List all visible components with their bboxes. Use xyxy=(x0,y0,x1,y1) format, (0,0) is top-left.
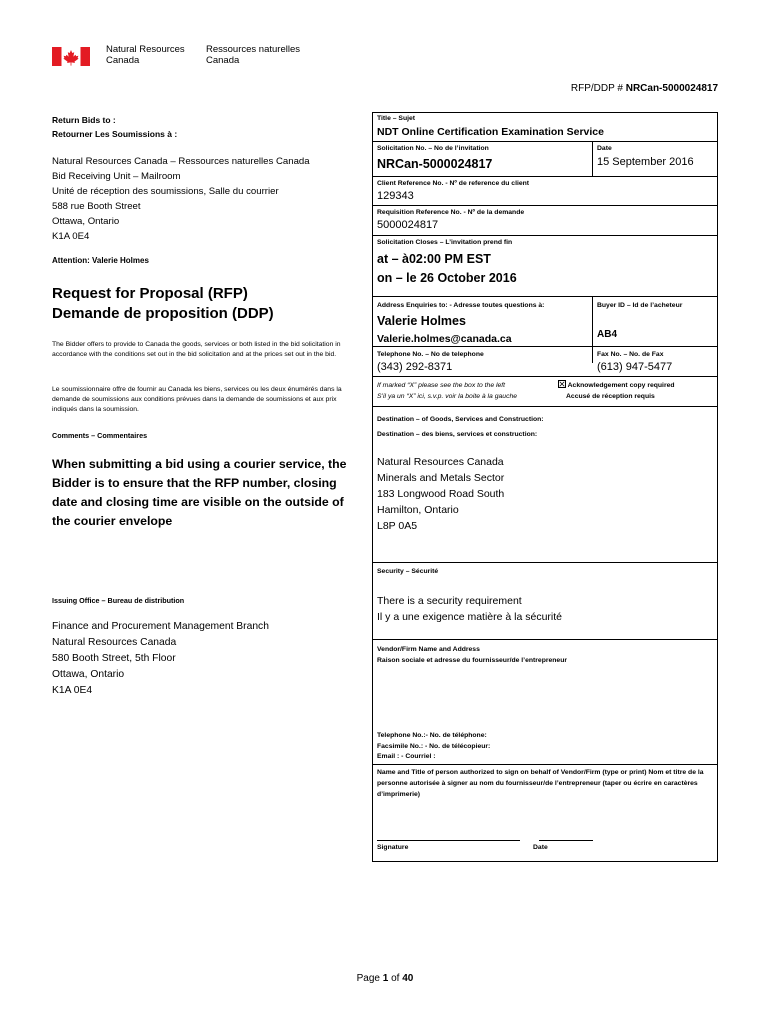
authorized-person-label: Name and Title of person authorized to sign on behalf of Vendor/Firm (type or print) Nom et titre de la personne autorisée à signer au nom du fournisseur/de l’entrepreneur (taper ou écrire en caractères d’imprimerie) xyxy=(377,769,704,798)
enquiries-name: Valerie Holmes xyxy=(377,314,466,328)
issuing-office-label: Issuing Office – Bureau de distribution xyxy=(52,596,185,605)
title-label: Title – Sujet xyxy=(377,115,416,122)
page-number: Page 1 of 40 xyxy=(356,973,414,984)
fax-value: (613) 947-5477 xyxy=(597,361,673,373)
enquiries-email[interactable]: Valerie.holmes@canada.ca xyxy=(377,333,512,345)
dept-name-fr: Ressources naturelles Canada xyxy=(206,44,300,66)
goc-signature xyxy=(52,44,322,68)
bidder-offer-en: The Bidder offers to provide to Canada the goods, services or both listed in the bid solicitation in accordance with the conditions set out in the bid solicitation and at the prices set out in the bid. xyxy=(52,341,341,358)
enquiries-label: Address Enquiries to: - Adresse toutes questions à: xyxy=(377,302,545,309)
return-bids-label: Return Bids to : Retourner Les Soumissions à : xyxy=(52,115,178,139)
return-address: Natural Resources Canada – Ressources naturelles Canada Bid Receiving Unit – Mailroom Unité de réception des soumissions, Salle du courrier 588 rue Booth Street Ottawa, Ontario K1A 0E4 xyxy=(52,156,310,242)
requisition-value: 5000024817 xyxy=(377,219,439,231)
closes-value: at – à02:00 PM EST on – le 26 October 2016 xyxy=(377,252,517,285)
phone-label: Telephone No. – No de telephone xyxy=(377,351,484,358)
rfp-reference: RFP/DDP # NRCan-5000024817 xyxy=(570,83,718,94)
ack-copy-required: Acknowledgement copy required Accusé de réception requis xyxy=(558,380,675,402)
x-mark-icon xyxy=(559,381,565,387)
security-label: Security – Sécurité xyxy=(377,568,439,575)
vendor-contact-labels: Telephone No.:- No. de téléphone: Facsimile No.: - No. de télécopieur: Email : - Courriel : xyxy=(377,732,491,760)
date-line[interactable] xyxy=(539,840,593,841)
destination-label: Destination – of Goods, Services and Construction: Destination – des biens, services et construction: xyxy=(377,416,544,438)
solicitation-no-value: NRCan-5000024817 xyxy=(377,157,493,171)
date-label: Date xyxy=(597,145,612,152)
destination-address: Natural Resources Canada Minerals and Metals Sector 183 Longwood Road South Hamilton, Ontario L8P 0A5 xyxy=(377,456,505,532)
dept-name-en: Natural Resources Canada xyxy=(106,44,185,66)
client-ref-label: Client Reference No. - Nº de reference du client xyxy=(377,180,530,187)
vendor-label: Vendor/Firm Name and Address Raison sociale et adresse du fournisseur/de l’entrepreneur xyxy=(377,646,567,664)
security-requirement: There is a security requirement Il y a une exigence matière à la sécurité xyxy=(377,595,563,623)
title-value: NDT Online Certification Examination Service xyxy=(377,126,604,138)
signature-label: Signature xyxy=(377,844,409,851)
canada-flag-icon xyxy=(52,47,90,66)
issuing-office-address: Finance and Procurement Management Branch Natural Resources Canada 580 Booth Street, 5th Floor Ottawa, Ontario K1A 0E4 xyxy=(52,621,269,696)
signature-line[interactable] xyxy=(377,840,520,841)
buyer-id-label: Buyer ID – Id de l’acheteur xyxy=(597,302,683,309)
fax-label: Fax No. – No. de Fax xyxy=(597,351,664,358)
courier-notice: When submitting a bid using a courier service, the Bidder is to ensure that the RFP number, closing date and closing time are visible on the outside of the courier envelope xyxy=(52,457,347,528)
closes-label: Solicitation Closes – L’invitation prend fin xyxy=(377,239,513,246)
date-value: 15 September 2016 xyxy=(597,156,694,168)
comments-label: Comments – Commentaires xyxy=(52,431,148,440)
signature-date-label: Date xyxy=(533,844,548,851)
bidder-offer-fr: Le soumissionnaire offre de fournir au Canada les biens, services ou les deux énumérés dans la demande de soumissions aux conditions prévues dans la demande de soumissions et aux prix indiqués dans la soumission. xyxy=(52,386,342,413)
marked-note: If marked “X” please see the box to the left S’il ya un “X” ici, s.v.p. voir la boite à la gauche xyxy=(377,382,518,400)
ack-checkbox[interactable] xyxy=(558,380,566,388)
attention-line: Attention: Valerie Holmes xyxy=(52,256,149,265)
buyer-id-value: AB4 xyxy=(597,329,618,340)
solicitation-no-label: Solicitation No. – No de l’invitation xyxy=(377,145,489,152)
document-title: Request for Proposal (RFP) Demande de proposition (DDP) xyxy=(52,285,274,322)
phone-value: (343) 292-8371 xyxy=(377,361,453,373)
client-ref-value: 129343 xyxy=(377,190,414,202)
requisition-label: Requisition Reference No. - Nº de la demande xyxy=(377,209,525,216)
